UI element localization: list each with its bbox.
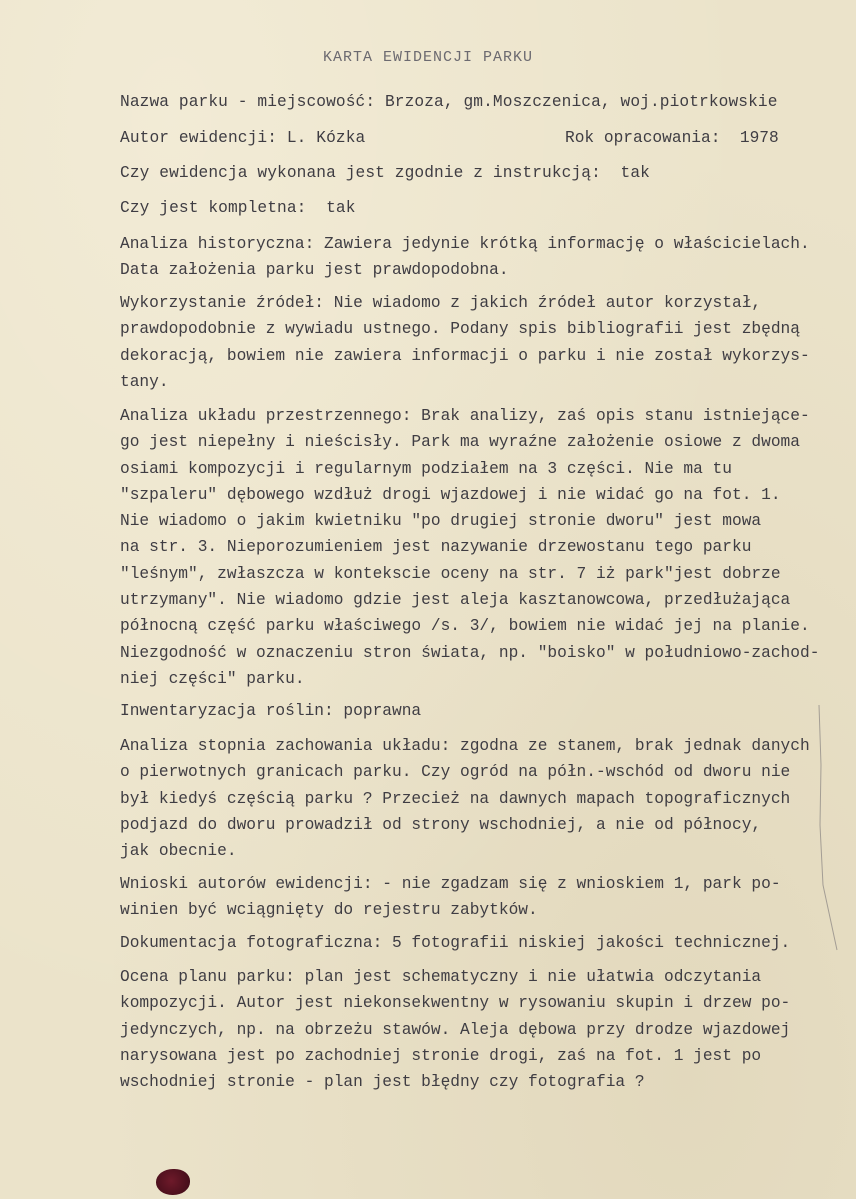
text-line: jak obecnie. bbox=[120, 842, 237, 861]
paragraph-preservation-analysis bbox=[120, 733, 855, 864]
margin-pen-mark bbox=[815, 705, 845, 955]
text-line: na str. 3. Nieporozumieniem jest nazywanie drzewostanu tego parku bbox=[120, 538, 752, 557]
text-line: niej części" parku. bbox=[120, 669, 305, 688]
text-line: utrzymany". Nie wiadomo gdzie jest aleja kasztanowcowa, przedłużająca bbox=[120, 591, 791, 610]
ink-blot bbox=[156, 1169, 190, 1195]
text-line: Wnioski autorów ewidencji: - nie zgadzam się z wnioskiem 1, park po- bbox=[120, 875, 781, 893]
paragraph-spatial-analysis bbox=[120, 403, 855, 692]
text-line: Wykorzystanie źródeł: Nie wiadomo z jakich źródeł autor korzystał, bbox=[120, 294, 762, 312]
text-line: "szpaleru" dębowego wzdłuż drogi wjazdowej i nie widać go na fot. 1. bbox=[120, 485, 781, 504]
text-line: osiami kompozycji i regularnym podziałem na 3 części. Nie ma tu bbox=[120, 459, 732, 478]
text-line: Niezgodność w oznaczeniu stron świata, np. "boisko" w południowo-zachod- bbox=[120, 643, 820, 662]
text-line: Ocena planu parku: plan jest schematyczny i nie ułatwia odczytania bbox=[120, 968, 762, 986]
text-line: go jest niepełny i nieścisły. Park ma wyraźne założenie osiowe z dwoma bbox=[120, 433, 800, 452]
author-line: Autor ewidencji: L. Kózka bbox=[120, 129, 366, 147]
paragraph-sources bbox=[120, 290, 855, 395]
paragraph-conclusions bbox=[120, 871, 855, 924]
text-line: Inwentaryzacja roślin: poprawna bbox=[120, 702, 422, 720]
text-line: Data założenia parku jest prawdopodobna. bbox=[120, 261, 509, 280]
text-line: jedynczych, np. na obrzeżu stawów. Aleja dębowa przy drodze wjazdowej bbox=[120, 1020, 791, 1039]
document-title: KARTA EWIDENCJI PARKU bbox=[322, 49, 534, 66]
text-line: był kiedyś częścią parku ? Przecież na dawnych mapach topograficznych bbox=[120, 789, 791, 808]
text-line: narysowana jest po zachodniej stronie drogi, zaś na fot. 1 jest po bbox=[120, 1046, 762, 1065]
instruction-line: Czy ewidencja wykonana jest zgodnie z instrukcją: tak bbox=[120, 164, 650, 182]
paragraph-photo-documentation bbox=[120, 930, 855, 956]
text-line: kompozycji. Autor jest niekonsekwentny w rysowaniu skupin i drzew po- bbox=[120, 994, 791, 1013]
text-line: Analiza historyczna: Zawiera jedynie krótką informację o właścicielach. bbox=[120, 235, 810, 253]
text-line: winien być wciągnięty do rejestru zabytków. bbox=[120, 901, 538, 920]
paragraph-historical-analysis bbox=[120, 231, 855, 284]
park-name-line: Nazwa parku - miejscowość: Brzoza, gm.Moszczenica, woj.piotrkowskie bbox=[120, 93, 778, 111]
text-line: wschodniej stronie - plan jest błędny czy fotografia ? bbox=[120, 1073, 645, 1092]
text-line: Nie wiadomo o jakim kwietniku "po drugiej stronie dworu" jest mowa bbox=[120, 512, 762, 531]
text-line: północną część parku właściwego /s. 3/, bowiem nie widać jej na planie. bbox=[120, 617, 810, 636]
text-line: Analiza stopnia zachowania układu: zgodna ze stanem, brak jednak danych bbox=[120, 737, 810, 755]
text-line: o pierwotnych granicach parku. Czy ogród na półn.-wschód od dworu nie bbox=[120, 763, 791, 782]
text-line: dekoracją, bowiem nie zawiera informacji o parku i nie został wykorzys- bbox=[120, 346, 810, 365]
text-line: Dokumentacja fotograficzna: 5 fotografii niskiej jakości technicznej. bbox=[120, 934, 791, 952]
year-line: Rok opracowania: 1978 bbox=[565, 129, 779, 147]
text-line: podjazd do dworu prowadził od strony wschodniej, a nie od północy, bbox=[120, 815, 762, 834]
text-line: tany. bbox=[120, 372, 169, 391]
text-line: Analiza układu przestrzennego: Brak analizy, zaś opis stanu istniejące- bbox=[120, 407, 810, 425]
complete-line: Czy jest kompletna: tak bbox=[120, 199, 356, 217]
paragraph-plan-evaluation bbox=[120, 964, 855, 1095]
text-line: "leśnym", zwłaszcza w kontekscie oceny na str. 7 iż park"jest dobrze bbox=[120, 564, 781, 583]
paragraph-plant-inventory bbox=[120, 698, 855, 724]
text-line: prawdopodobnie z wywiadu ustnego. Podany spis bibliografii jest zbędną bbox=[120, 320, 800, 339]
